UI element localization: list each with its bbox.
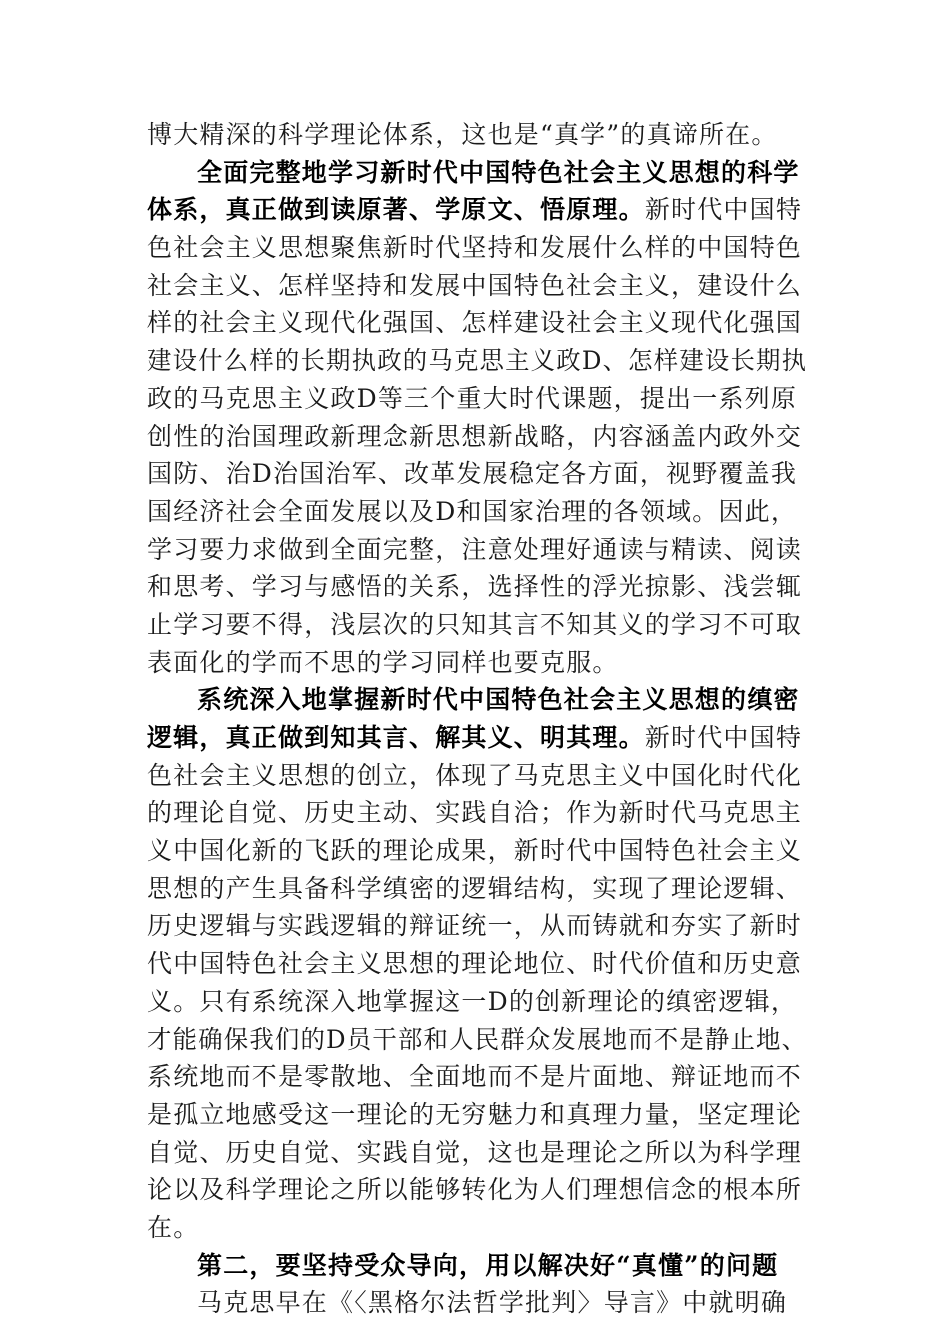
body-text-run: 代中国特色社会主义思想的理论地位、时代价值和历史意 [147, 949, 803, 979]
bold-heading-text: 第二，要坚持受众导向，用以解决好“真懂”的问题 [197, 1250, 779, 1280]
body-text-run: 是孤立地感受这一理论的无穷魅力和真理力量，坚定理论 [147, 1099, 803, 1129]
body-text-run: 新时代中国特 [644, 195, 803, 225]
text-line [147, 945, 807, 983]
body-text-run: 学习要力求做到全面完整，注意处理好通读与精读、阅读 [147, 534, 803, 564]
text-line [147, 681, 807, 719]
text-line [147, 1021, 808, 1059]
body-text-run: 和思考、学习与感悟的关系，选择性的浮光掠影、浅尝辄 [147, 572, 803, 602]
text-line [147, 342, 808, 380]
text-line [147, 983, 807, 1021]
text-line [147, 418, 807, 456]
text-line [147, 531, 807, 569]
text-line [147, 455, 807, 493]
text-line [147, 606, 807, 644]
bold-heading-text: 系统深入地掌握新时代中国特色社会主义思想的缜密 [197, 685, 800, 715]
body-text-run: 样的社会主义现代化强国、怎样建设社会主义现代化强国 [147, 308, 803, 338]
text-line [147, 380, 807, 418]
body-text-run: 色社会主义思想聚焦新时代坚持和发展什么样的中国特色 [147, 233, 803, 263]
text-line [147, 719, 807, 757]
body-text-run: 国防、治D治国治军、改革发展稳定各方面，视野覆盖我 [147, 459, 798, 489]
body-text-run: 表面化的学而不思的学习同样也要克服。 [147, 647, 619, 677]
text-line [147, 191, 807, 229]
body-text-run: 系统地而不是零散地、全面地而不是片面地、辩证地而不 [147, 1062, 803, 1092]
body-text-run: 新时代中国特 [644, 723, 803, 752]
text-line [147, 1171, 807, 1209]
body-text-run: 论以及科学理论之所以能够转化为人们理想信念的根本所 [147, 1175, 803, 1205]
body-text-run: 国经济社会全面发展以及D和国家治理的各领域。因此， [147, 496, 798, 526]
text-line [147, 229, 807, 267]
text-line [147, 870, 807, 908]
body-text-run: 自觉、历史自觉、实践自觉，这也是理论之所以为科学理 [147, 1137, 803, 1167]
text-line [147, 1284, 807, 1322]
body-text-run: 义。只有系统深入地掌握这一D的创新理论的缜密逻辑， [147, 986, 798, 1016]
body-text-run: 的理论自觉、历史主动、实践自洽；作为新时代马克思主 [147, 798, 803, 828]
body-text-run: 创性的治国理政新理念新思想新战略，内容涵盖内政外交 [147, 421, 803, 451]
text-line [147, 493, 807, 531]
bold-heading-text: 全面完整地学习新时代中国特色社会主义思想的科学 [197, 157, 800, 187]
body-text [147, 116, 807, 1322]
text-line [147, 757, 807, 795]
body-text-run: 建设什么样的长期执政的马克思主义政D、怎样建设长期执 [147, 346, 808, 376]
body-text-run: 马克思早在《〈黑格尔法哲学批判〉导言》中就明确 [197, 1288, 788, 1318]
body-text-run: 色社会主义思想的创立，体现了马克思主义中国化时代化 [147, 760, 803, 790]
text-line [147, 832, 807, 870]
body-text-run: 历史逻辑与实践逻辑的辩证统一，从而铸就和夯实了新时 [147, 911, 803, 941]
text-line [147, 907, 807, 945]
text-line [147, 1058, 807, 1096]
body-text-run: 社会主义、怎样坚持和发展中国特色社会主义，建设什么 [147, 270, 803, 300]
text-line [147, 304, 807, 342]
body-text-run: 义中国化新的飞跃的理论成果，新时代中国特色社会主义 [147, 836, 803, 866]
bold-heading-text: 体系，真正做到读原著、学原文、悟原理。 [147, 195, 645, 225]
body-text-run: 政的马克思主义政D等三个重大时代课题，提出一系列原 [147, 383, 798, 413]
text-line [147, 794, 807, 832]
text-line [147, 267, 807, 305]
body-text-run: 博大精深的科学理论体系，这也是“真学”的真谛所在。 [147, 120, 778, 149]
text-line [147, 1134, 807, 1172]
body-text-run: 止学习要不得，浅层次的只知其言不知其义的学习不可取 [147, 609, 803, 639]
body-text-run: 思想的产生具备科学缜密的逻辑结构，实现了理论逻辑、 [147, 873, 803, 903]
text-line [147, 154, 807, 192]
text-line [147, 1096, 807, 1134]
text-line [147, 644, 807, 682]
text-line [147, 116, 807, 154]
bold-heading-text: 逻辑，真正做到知其言、解其义、明其理。 [147, 723, 645, 752]
text-line [147, 568, 807, 606]
text-line [147, 1209, 807, 1247]
body-text-run: 才能确保我们的D员干部和人民群众发展地而不是静止地、 [147, 1024, 808, 1054]
text-line [147, 1247, 807, 1285]
body-text-run: 在。 [147, 1212, 200, 1242]
